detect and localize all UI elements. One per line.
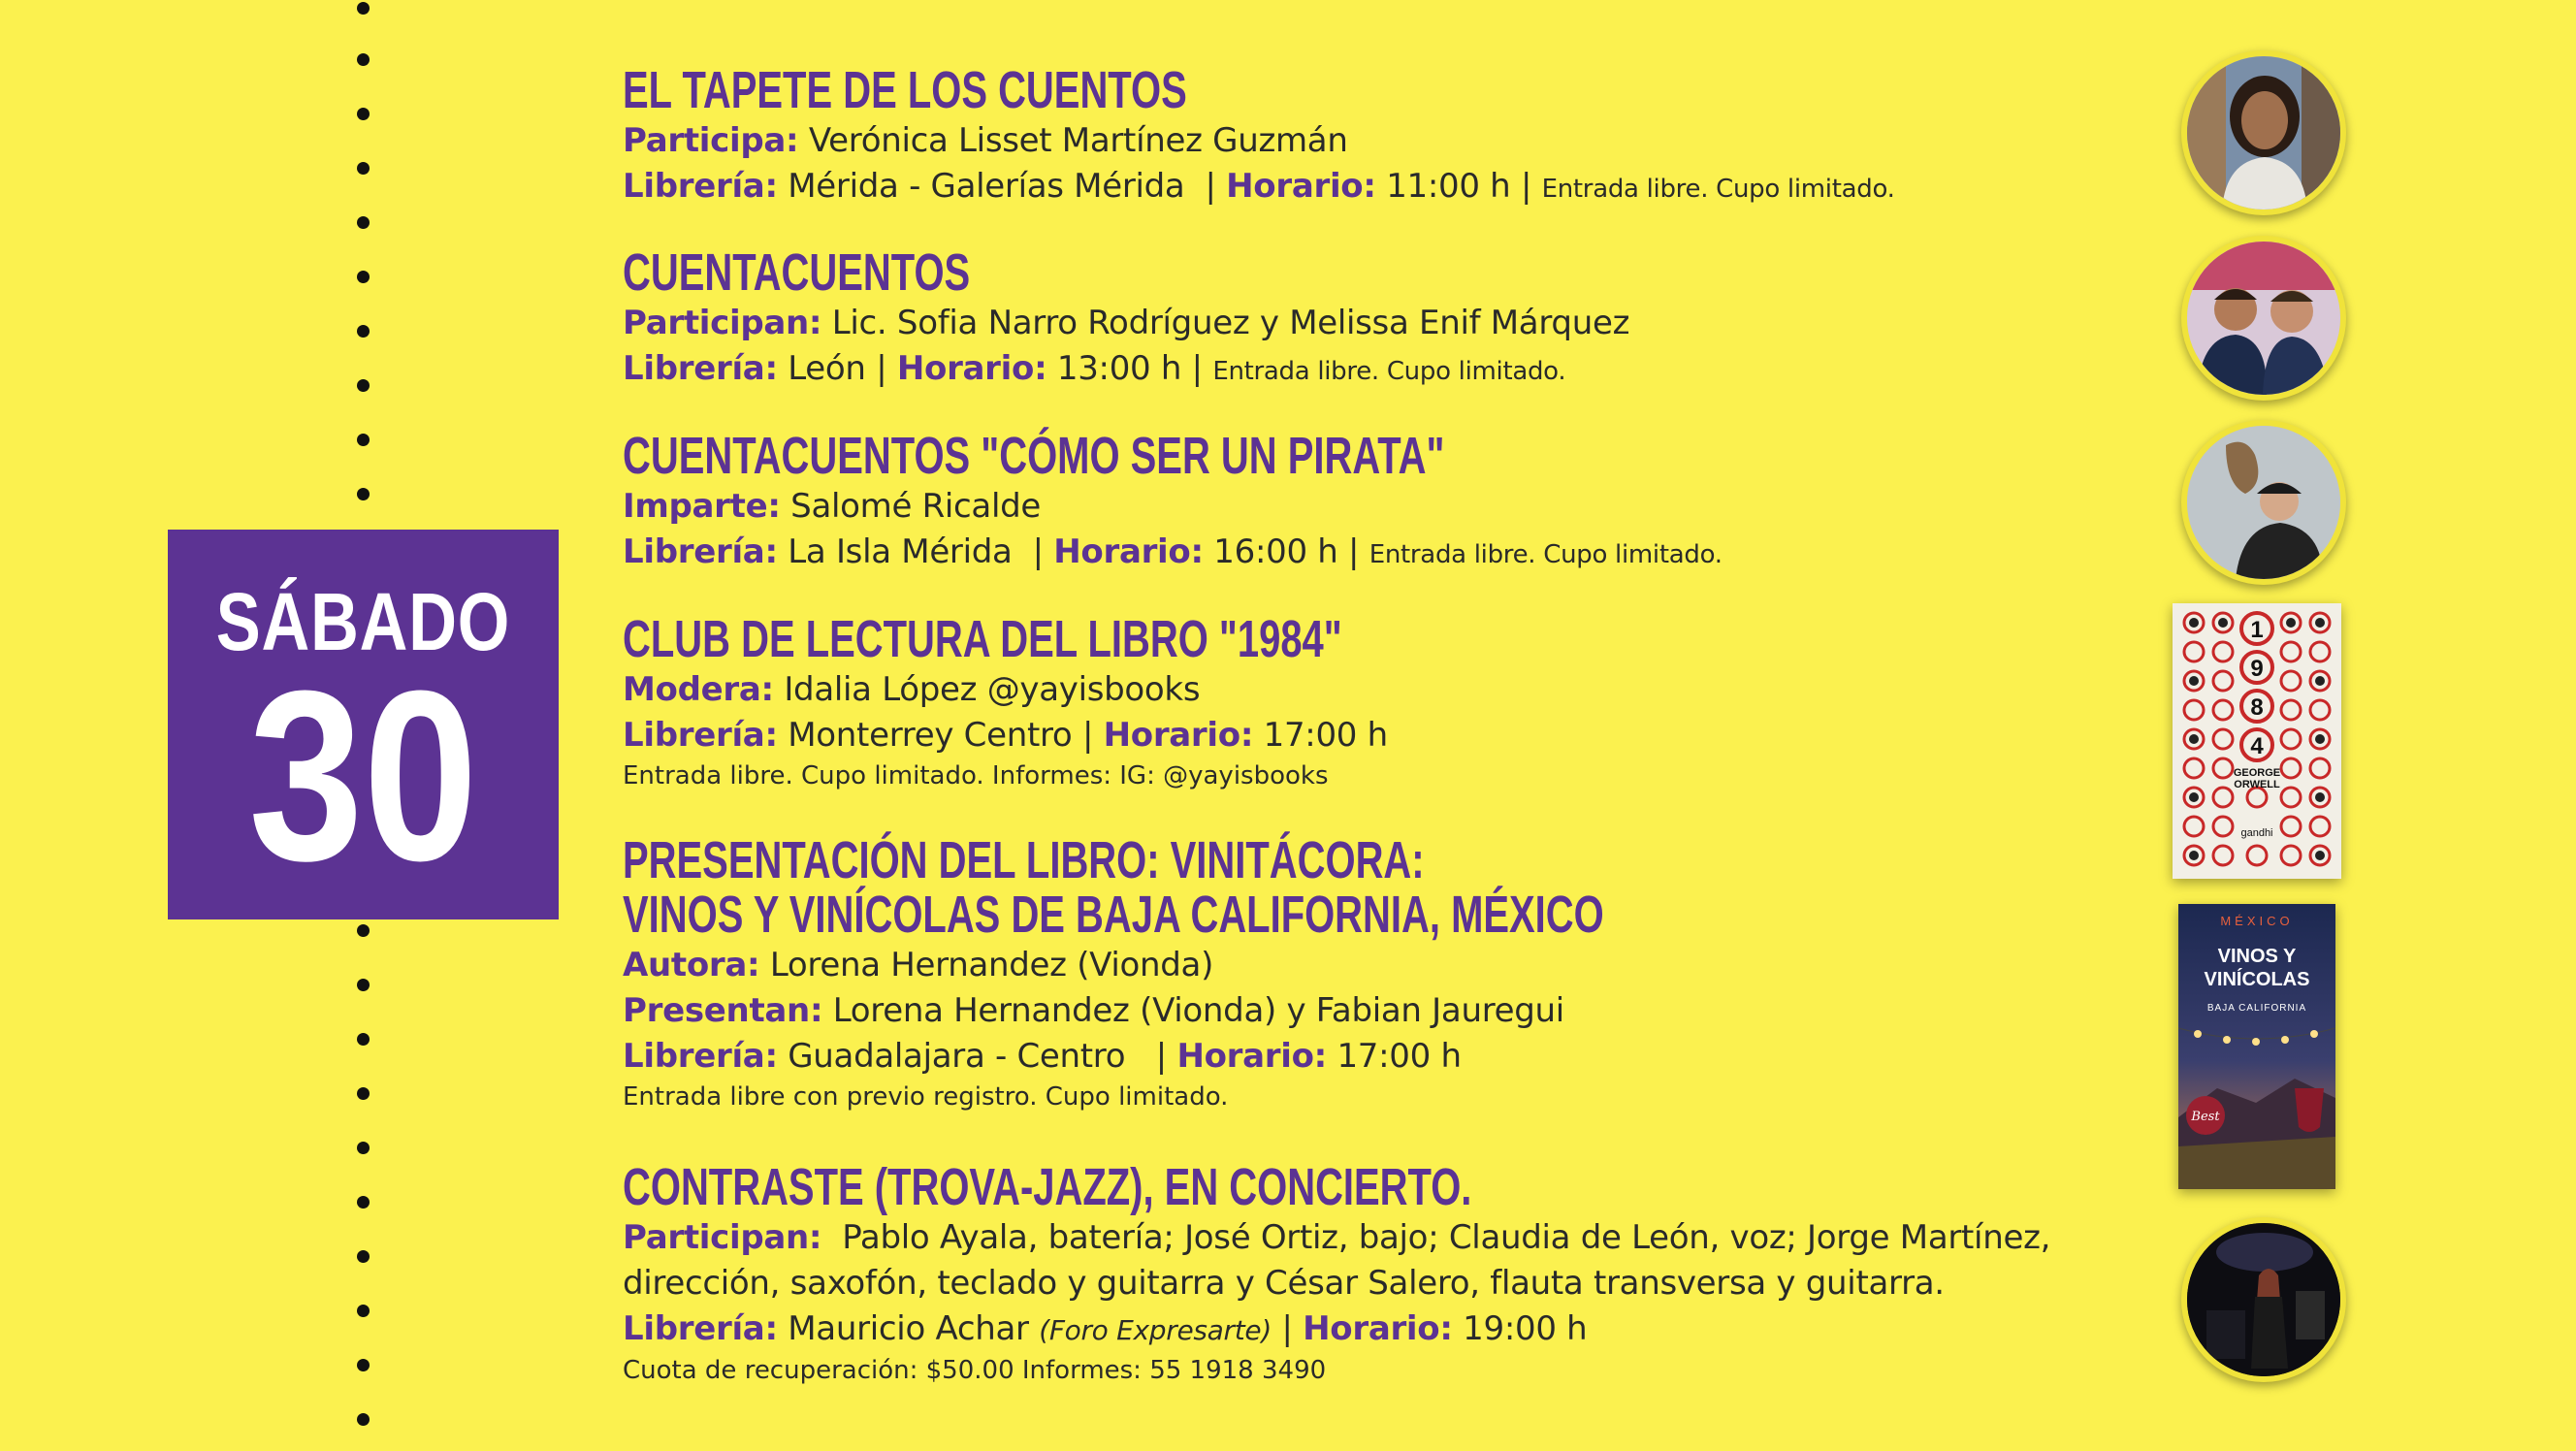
event-note: Entrada libre. Cupo limitado. Informes: IG: @yayisbooks bbox=[623, 761, 1329, 790]
book-cover-vinos bbox=[2178, 904, 2335, 1189]
time-label: Horario: bbox=[1226, 167, 1376, 206]
store-label: Librería: bbox=[623, 349, 778, 388]
event-author bbox=[623, 943, 1948, 988]
event-title: CLUB DE LECTURA DEL LIBRO "1984" bbox=[623, 610, 1342, 668]
store-value: León bbox=[788, 349, 866, 388]
author-value: Lorena Hernandez (Vionda) bbox=[769, 946, 1214, 984]
book-digit: 8 bbox=[2250, 694, 2264, 721]
timeline-dot bbox=[357, 1087, 370, 1100]
role-value: Salomé Ricalde bbox=[790, 487, 1042, 526]
date-day: 30 bbox=[248, 640, 478, 911]
store-value: Monterrey Centro bbox=[788, 716, 1073, 755]
event-vinitacora bbox=[623, 831, 1948, 1114]
role-value: Lorena Hernandez (Vionda) y Fabian Jauregui bbox=[832, 991, 1564, 1030]
book-badge: Best bbox=[2191, 1110, 2220, 1124]
book-digit: 1 bbox=[2250, 617, 2264, 643]
book-digit: 4 bbox=[2250, 733, 2264, 759]
event-note: Entrada libre con previo registro. Cupo limitado. bbox=[623, 1082, 1229, 1112]
book-publisher: gandhi bbox=[2240, 827, 2273, 839]
store-value: Mauricio Achar bbox=[788, 1309, 1029, 1348]
store-value: La Isla Mérida bbox=[788, 532, 1013, 571]
time-value: 17:00 h bbox=[1336, 1037, 1462, 1076]
event-presenters bbox=[623, 988, 1948, 1034]
timeline-dot bbox=[357, 1413, 370, 1426]
event-details: Librería: Guadalajara - Centro | Horario: 17:00 h bbox=[623, 1037, 1462, 1076]
role-label: Participan: bbox=[623, 1218, 822, 1257]
timeline-dot bbox=[357, 216, 370, 229]
timeline-dot bbox=[357, 1250, 370, 1263]
timeline-dot bbox=[357, 162, 370, 175]
timeline-dot bbox=[357, 1033, 370, 1046]
role-value: Lic. Sofia Narro Rodríguez y Melissa Enif Márquez bbox=[831, 304, 1630, 342]
event-participants bbox=[623, 1215, 2050, 1261]
event-details: Librería: Monterrey Centro | Horario: 17:00 h bbox=[623, 716, 1388, 755]
entry-note: Entrada libre. Cupo limitado. bbox=[1368, 540, 1723, 569]
event-details: Librería: Mauricio Achar (Foro Expresarte) | Horario: 19:00 h bbox=[623, 1309, 1588, 1348]
participant-photo bbox=[2181, 420, 2346, 585]
book-country: MÉXICO bbox=[2220, 914, 2294, 928]
event-pirata bbox=[623, 427, 1733, 578]
event-title-line1: PRESENTACIÓN DEL LIBRO: VINITÁCORA: bbox=[623, 831, 1425, 889]
event-details: Librería: León | Horario: 13:00 h | Entrada libre. Cupo limitado. bbox=[623, 349, 1566, 388]
participant-photo bbox=[2181, 50, 2346, 215]
book-author-line1: GEORGE bbox=[2233, 767, 2281, 779]
book-digit: 9 bbox=[2250, 656, 2264, 682]
event-club-1984 bbox=[623, 610, 1594, 793]
date-weekday: SÁBADO bbox=[215, 576, 511, 667]
store-value: Mérida - Galerías Mérida bbox=[788, 167, 1185, 206]
timeline-dot bbox=[357, 434, 370, 446]
timeline-dot bbox=[357, 271, 370, 283]
participant-photo bbox=[2181, 236, 2346, 401]
timeline-dot bbox=[357, 325, 370, 338]
time-label: Horario: bbox=[896, 349, 1047, 388]
event-details: Librería: La Isla Mérida | Horario: 16:00 h | Entrada libre. Cupo limitado. bbox=[623, 532, 1723, 571]
timeline-dot bbox=[357, 1359, 370, 1371]
timeline-dot bbox=[357, 53, 370, 66]
timeline-dot bbox=[357, 979, 370, 991]
time-label: Horario: bbox=[1103, 716, 1254, 755]
role-value-line1: Pablo Ayala, batería; José Ortiz, bajo; Claudia de León, voz; Jorge Martínez, bbox=[842, 1218, 2051, 1257]
role-label: Imparte: bbox=[623, 487, 781, 526]
date-badge bbox=[168, 530, 559, 919]
timeline-dot bbox=[357, 1196, 370, 1209]
store-label: Librería: bbox=[623, 532, 778, 571]
store-label: Librería: bbox=[623, 1037, 778, 1076]
event-title: CONTRASTE (TROVA-JAZZ), EN CONCIERTO. bbox=[623, 1158, 1472, 1216]
timeline-dot bbox=[357, 488, 370, 500]
role-value: Idalia López @yayisbooks bbox=[784, 670, 1201, 709]
time-value: 16:00 h bbox=[1213, 532, 1338, 571]
role-label: Participan: bbox=[623, 304, 822, 342]
event-contraste bbox=[623, 1158, 2051, 1388]
event-cuentacuentos bbox=[623, 243, 1630, 395]
event-note: Cuota de recuperación: $50.00 Informes: 55 1918 3490 bbox=[623, 1356, 1327, 1385]
event-title: CUENTACUENTOS bbox=[623, 243, 971, 302]
timeline-dot bbox=[357, 924, 370, 937]
timeline-dot bbox=[357, 108, 370, 120]
event-moderator bbox=[623, 667, 1594, 713]
time-value: 19:00 h bbox=[1463, 1309, 1588, 1348]
timeline-dot bbox=[357, 1142, 370, 1154]
store-value: Guadalajara - Centro bbox=[788, 1037, 1126, 1076]
time-value: 17:00 h bbox=[1263, 716, 1388, 755]
author-label: Autora: bbox=[623, 946, 760, 984]
event-participants-cont: dirección, saxofón, teclado y guitarra y César Salero, flauta transversa y guitarra. bbox=[623, 1264, 1945, 1303]
event-details: Librería: Mérida - Galerías Mérida | Horario: 11:00 h | Entrada libre. Cupo limitado. bbox=[623, 167, 1895, 206]
timeline-dot bbox=[357, 379, 370, 392]
event-participants bbox=[623, 118, 1895, 164]
book-subtitle: BAJA CALIFORNIA bbox=[2206, 1003, 2307, 1014]
event-title: CUENTACUENTOS "CÓMO SER UN PIRATA" bbox=[623, 427, 1445, 485]
role-label: Presentan: bbox=[623, 991, 823, 1030]
entry-note: Entrada libre. Cupo limitado. bbox=[1541, 175, 1895, 204]
store-label: Librería: bbox=[623, 167, 778, 206]
timeline-dot bbox=[357, 1305, 370, 1317]
time-label: Horario: bbox=[1176, 1037, 1327, 1076]
store-label: Librería: bbox=[623, 1309, 778, 1348]
role-label: Participa: bbox=[623, 121, 799, 160]
time-label: Horario: bbox=[1053, 532, 1204, 571]
time-value: 11:00 h bbox=[1386, 167, 1511, 206]
event-participants bbox=[623, 484, 1733, 530]
time-value: 13:00 h bbox=[1056, 349, 1182, 388]
participant-photo bbox=[2181, 1217, 2346, 1382]
event-participants bbox=[623, 301, 1629, 346]
store-label: Librería: bbox=[623, 716, 778, 755]
event-title: EL TAPETE DE LOS CUENTOS bbox=[623, 61, 1187, 119]
event-title-line2: VINOS Y VINÍCOLAS DE BAJA CALIFORNIA, MÉXICO bbox=[623, 886, 1604, 944]
role-label: Modera: bbox=[623, 670, 774, 709]
timeline-dot bbox=[357, 2, 370, 15]
book-author-line2: ORWELL bbox=[2234, 779, 2280, 790]
book-cover-1984 bbox=[2173, 603, 2341, 879]
book-title-line1: VINOS Y bbox=[2217, 946, 2297, 967]
time-label: Horario: bbox=[1303, 1309, 1453, 1348]
role-value: Verónica Lisset Martínez Guzmán bbox=[808, 121, 1348, 160]
book-title-line2: VINÍCOLAS bbox=[2204, 969, 2310, 990]
event-tapete bbox=[623, 61, 1895, 212]
entry-note: Entrada libre. Cupo limitado. bbox=[1212, 357, 1566, 386]
venue: (Foro Expresarte) bbox=[1039, 1314, 1272, 1346]
